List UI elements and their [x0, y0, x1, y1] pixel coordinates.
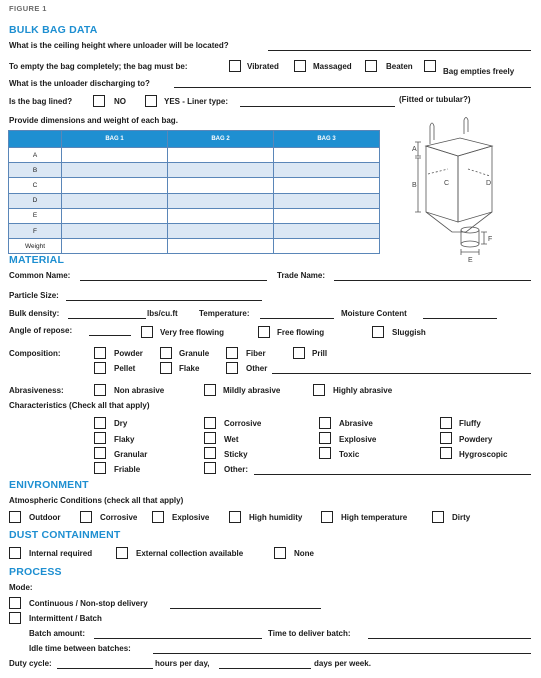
high-humidity-label: High humidity [249, 513, 303, 522]
vibrated-label: Vibrated [247, 62, 279, 71]
sluggish-checkbox[interactable] [372, 326, 384, 338]
time-deliver-field[interactable] [368, 638, 531, 639]
atmospheric-label: Atmospheric Conditions (check all that apply) [9, 496, 184, 505]
duty-cycle-label: Duty cycle: [9, 659, 52, 668]
particle-size-label: Particle Size: [9, 291, 59, 300]
table-row [9, 148, 380, 163]
explosive-env-label: Explosive [172, 513, 210, 522]
pellet-checkbox[interactable] [94, 362, 106, 374]
mildly-abrasive-label: Mildly abrasive [223, 386, 281, 395]
ceiling-height-label: What is the ceiling height where unloader will be located? [9, 41, 229, 50]
corrosive-env-checkbox[interactable] [80, 511, 92, 523]
granule-checkbox[interactable] [160, 347, 172, 359]
continuous-label: Continuous / Non-stop delivery [29, 599, 148, 608]
sticky-label: Sticky [224, 450, 248, 459]
dry-label: Dry [114, 419, 128, 428]
hours-per-day-label: hours per day, [155, 659, 210, 668]
lined-yes-checkbox[interactable] [145, 95, 157, 107]
idle-time-field[interactable] [153, 653, 531, 654]
table-cell[interactable] [168, 148, 274, 163]
table-header-row [9, 131, 380, 148]
table-cell[interactable] [274, 223, 380, 238]
free-flowing-label: Free flowing [277, 328, 325, 337]
common-name-label: Common Name: [9, 271, 71, 280]
table-cell[interactable] [168, 223, 274, 238]
mildly-abrasive-checkbox[interactable] [204, 384, 216, 396]
dimensions-label: Provide dimensions and weight of each bag. [9, 116, 178, 125]
row-label: C [9, 178, 62, 193]
table-cell[interactable] [62, 148, 168, 163]
characteristics-label: Characteristics (Check all that apply) [9, 401, 150, 410]
liner-note: (Fitted or tubular?) [399, 95, 471, 104]
granular-label: Granular [114, 450, 148, 459]
other-composition-checkbox[interactable] [226, 362, 238, 374]
bulk-density-field[interactable] [68, 318, 146, 319]
ceiling-height-field[interactable] [268, 50, 531, 51]
row-label: D [9, 193, 62, 208]
diagram-label-b: B [412, 182, 417, 189]
free-flowing-checkbox[interactable] [258, 326, 270, 338]
empties-freely-label: Bag empties freely [443, 67, 515, 76]
wet-label: Wet [224, 435, 239, 444]
high-temperature-label: High temperature [341, 513, 408, 522]
granular-checkbox[interactable] [94, 447, 106, 459]
bag-dimensions-table [8, 130, 380, 254]
composition-label: Composition: [9, 349, 61, 358]
friable-label: Friable [114, 465, 141, 474]
external-collection-checkbox[interactable] [116, 547, 128, 559]
discharge-label: What is the unloader discharging to? [9, 79, 150, 88]
table-cell[interactable] [168, 239, 274, 254]
trade-name-field[interactable] [334, 280, 531, 281]
outdoor-checkbox[interactable] [9, 511, 21, 523]
intermittent-label: Intermittent / Batch [29, 614, 102, 623]
common-name-field[interactable] [80, 280, 267, 281]
table-cell[interactable] [168, 163, 274, 178]
powder-checkbox[interactable] [94, 347, 106, 359]
table-row [9, 178, 380, 193]
beaten-checkbox[interactable] [365, 60, 377, 72]
section-title-dust: DUST CONTAINMENT [9, 529, 121, 541]
bag-lined-label: Is the bag lined? [9, 97, 73, 106]
dirty-label: Dirty [452, 513, 471, 522]
continuous-checkbox[interactable] [9, 597, 21, 609]
table-cell[interactable] [274, 239, 380, 254]
fiber-label: Fiber [246, 349, 266, 358]
time-deliver-label: Time to deliver batch: [268, 629, 351, 638]
powder-label: Powder [114, 349, 143, 358]
table-row [9, 193, 380, 208]
explosive-label: Explosive [339, 435, 377, 444]
table-header-bag3: BAG 3 [274, 131, 380, 148]
days-per-week-field[interactable] [219, 668, 311, 669]
other-composition-field[interactable] [272, 373, 531, 374]
highly-abrasive-label: Highly abrasive [333, 386, 393, 395]
idle-time-label: Idle time between batches: [29, 644, 131, 653]
friable-checkbox[interactable] [94, 462, 106, 474]
row-label: Weight [9, 239, 62, 254]
table-cell[interactable] [168, 208, 274, 223]
table-row [9, 163, 380, 178]
massaged-label: Massaged [313, 62, 352, 71]
toxic-label: Toxic [339, 450, 360, 459]
fluffy-label: Fluffy [459, 419, 481, 428]
particle-size-field[interactable] [66, 300, 262, 301]
table-cell[interactable] [62, 208, 168, 223]
lined-no-label: NO [114, 97, 126, 106]
bulk-bag-diagram [400, 114, 520, 266]
abrasiveness-label: Abrasiveness: [9, 386, 64, 395]
fluffy-checkbox[interactable] [440, 417, 452, 429]
bulk-density-unit: lbs/cu.ft [147, 309, 178, 318]
very-free-flowing-label: Very free flowing [160, 328, 225, 337]
internal-required-checkbox[interactable] [9, 547, 21, 559]
bulk-density-label: Bulk density: [9, 309, 60, 318]
pellet-label: Pellet [114, 364, 136, 373]
angle-of-repose-field[interactable] [89, 335, 131, 336]
prill-checkbox[interactable] [293, 347, 305, 359]
diagram-label-a: A [412, 146, 417, 153]
lined-yes-label: YES - Liner type: [164, 97, 229, 106]
section-title-material: MATERIAL [9, 254, 65, 266]
row-label: A [9, 148, 62, 163]
sticky-checkbox[interactable] [204, 447, 216, 459]
wet-checkbox[interactable] [204, 432, 216, 444]
table-row [9, 223, 380, 238]
explosive-checkbox[interactable] [319, 432, 331, 444]
batch-amount-field[interactable] [94, 638, 262, 639]
days-per-week-label: days per week. [314, 659, 371, 668]
other-characteristic-checkbox[interactable] [204, 462, 216, 474]
temperature-field[interactable] [260, 318, 334, 319]
table-header-bag2: BAG 2 [168, 131, 274, 148]
table-header-bag1: BAG 1 [62, 131, 168, 148]
highly-abrasive-checkbox[interactable] [313, 384, 325, 396]
corrosive-checkbox[interactable] [204, 417, 216, 429]
diagram-label-e: E [468, 257, 473, 264]
diagram-label-f: F [488, 236, 493, 243]
hygroscopic-label: Hygroscopic [459, 450, 508, 459]
table-cell[interactable] [62, 239, 168, 254]
flaky-label: Flaky [114, 435, 135, 444]
explosive-env-checkbox[interactable] [152, 511, 164, 523]
flake-label: Flake [179, 364, 200, 373]
none-dust-label: None [294, 549, 314, 558]
dirty-checkbox[interactable] [432, 511, 444, 523]
empty-bag-label: To empty the bag completely; the bag must be: [9, 62, 188, 71]
table-corner [9, 131, 62, 148]
intermittent-checkbox[interactable] [9, 612, 21, 624]
internal-required-label: Internal required [29, 549, 93, 558]
non-abrasive-label: Non abrasive [114, 386, 165, 395]
none-dust-checkbox[interactable] [274, 547, 286, 559]
diagram-label-c: C [444, 180, 450, 187]
table-cell[interactable] [62, 178, 168, 193]
table-cell[interactable] [168, 178, 274, 193]
section-title-process: PROCESS [9, 566, 62, 578]
massaged-checkbox[interactable] [294, 60, 306, 72]
table-row [9, 208, 380, 223]
batch-amount-label: Batch amount: [29, 629, 85, 638]
powdery-checkbox[interactable] [440, 432, 452, 444]
outdoor-label: Outdoor [29, 513, 61, 522]
table-cell[interactable] [62, 223, 168, 238]
corrosive-label: Corrosive [224, 419, 262, 428]
row-label: F [9, 223, 62, 238]
beaten-label: Beaten [386, 62, 413, 71]
other-characteristic-label: Other: [224, 465, 248, 474]
angle-of-repose-label: Angle of repose: [9, 326, 73, 335]
lift-loop-right [464, 118, 468, 135]
dry-checkbox[interactable] [94, 417, 106, 429]
row-label: B [9, 163, 62, 178]
non-abrasive-checkbox[interactable] [94, 384, 106, 396]
row-label: E [9, 208, 62, 223]
fiber-checkbox[interactable] [226, 347, 238, 359]
table-cell[interactable] [168, 193, 274, 208]
section-title-environment: ENIVRONMENT [9, 479, 89, 491]
table-cell[interactable] [274, 163, 380, 178]
hours-per-day-field[interactable] [57, 668, 153, 669]
high-temperature-checkbox[interactable] [321, 511, 333, 523]
other-composition-label: Other [246, 364, 268, 373]
abrasive-checkbox[interactable] [319, 417, 331, 429]
powdery-label: Powdery [459, 435, 493, 444]
figure-label: FIGURE 1 [9, 4, 47, 13]
corrosive-env-label: Corrosive [100, 513, 138, 522]
vibrated-checkbox[interactable] [229, 60, 241, 72]
high-humidity-checkbox[interactable] [229, 511, 241, 523]
continuous-field[interactable] [170, 608, 321, 609]
discharge-field[interactable] [174, 87, 531, 88]
liner-type-field[interactable] [240, 106, 395, 107]
table-cell[interactable] [62, 193, 168, 208]
table-row [9, 239, 380, 254]
table-cell[interactable] [274, 193, 380, 208]
abrasive-label: Abrasive [339, 419, 373, 428]
table-cell[interactable] [274, 178, 380, 193]
lift-loop-left [430, 123, 434, 144]
granule-label: Granule [179, 349, 210, 358]
moisture-field[interactable] [423, 318, 497, 319]
external-collection-label: External collection available [136, 549, 244, 558]
flaky-checkbox[interactable] [94, 432, 106, 444]
moisture-label: Moisture Content [341, 309, 407, 318]
prill-label: Prill [312, 349, 328, 358]
flake-checkbox[interactable] [160, 362, 172, 374]
toxic-checkbox[interactable] [319, 447, 331, 459]
section-title-bulk-bag: BULK BAG DATA [9, 24, 98, 36]
sluggish-label: Sluggish [392, 328, 426, 337]
very-free-flowing-checkbox[interactable] [141, 326, 153, 338]
lined-no-checkbox[interactable] [93, 95, 105, 107]
other-characteristic-field[interactable] [254, 474, 531, 475]
diagram-label-d: D [486, 180, 492, 187]
trade-name-label: Trade Name: [277, 271, 326, 280]
temperature-label: Temperature: [199, 309, 250, 318]
table-cell[interactable] [274, 148, 380, 163]
table-cell[interactable] [62, 163, 168, 178]
hygroscopic-checkbox[interactable] [440, 447, 452, 459]
mode-label: Mode: [9, 583, 33, 592]
table-cell[interactable] [274, 208, 380, 223]
empties-freely-checkbox[interactable] [424, 60, 436, 72]
